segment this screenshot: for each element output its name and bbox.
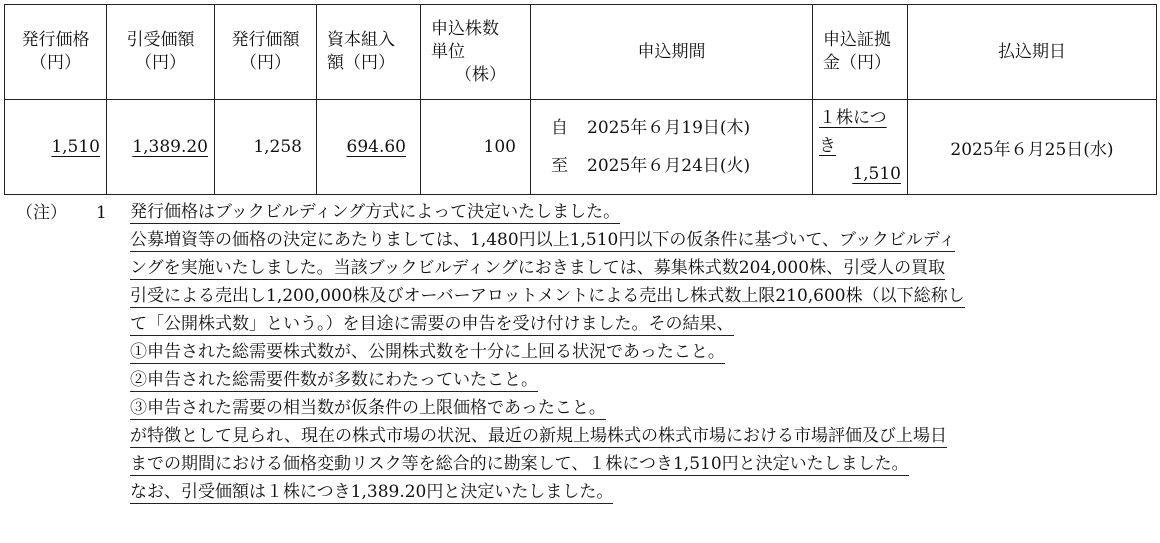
note-line: て「公開株式数」という。）を目途に需要の申告を受け付けました。その結果、	[130, 314, 734, 334]
header-underwriting-price: 引受価額 （円）	[107, 5, 215, 100]
note-line: 公募増資等の価格の決定にあたりましては、1,480円以上1,510円以下の仮条件に基づいて、ブックビルディ	[130, 230, 956, 250]
header-capital-amount: 資本組入 額（円）	[317, 5, 421, 100]
offering-terms-table	[4, 4, 1157, 195]
cell-payment-date: 2025年６月25日(水)	[908, 100, 1157, 195]
header-payment-date: 払込期日	[908, 5, 1157, 100]
note-line: 引受による売出し1,200,000株及びオーバーアロットメントによる売出し株式数上限210,600株（以下総称し	[130, 286, 965, 306]
header-unit: 申込株数 単位 （株）	[421, 5, 531, 100]
header-deposit: 申込証拠 金（円）	[813, 5, 908, 100]
note-line: が特徴として見られ、現在の株式市場の状況、最近の新規上場株式の株式市場における市場評価及び上場日	[130, 426, 948, 446]
cell-issue-price: 1,510	[5, 100, 107, 195]
cell-unit: 100	[421, 100, 531, 195]
note-line: なお、引受価額は１株につき1,389.20円と決定いたしました。	[130, 482, 614, 502]
header-issue-value: 発行価額 （円）	[215, 5, 317, 100]
header-application-period: 申込期間	[531, 5, 813, 100]
cell-issue-value: 1,258	[215, 100, 317, 195]
header-issue-price: 発行価格 （円）	[5, 5, 107, 100]
cell-deposit: １株につ き 1,510	[813, 100, 908, 195]
note-line: までの期間における価格変動リスク等を総合的に勘案して、１株につき1,510円と決定いたしました。	[130, 454, 909, 474]
cell-capital-amount: 694.60	[317, 100, 421, 195]
table-header-row	[5, 5, 1157, 100]
note-line: ①申告された総需要株式数が、公開株式数を十分に上回る状況であったこと。	[130, 342, 725, 362]
note-body	[130, 199, 1140, 507]
note-line: ②申告された総需要件数が多数にわたっていたこと。	[130, 370, 538, 390]
note-tag: （注）	[16, 203, 67, 223]
cell-application-period	[531, 100, 813, 195]
notes-section	[16, 199, 1156, 502]
cell-underwriting-price: 1,389.20	[107, 100, 215, 195]
note-line: ングを実施いたしました。当該ブックビルディングにおきましては、募集株式数204,000株、引受人の買取	[130, 258, 946, 278]
table-row	[5, 100, 1157, 195]
note-line: ③申告された需要の相当数が仮条件の上限価格であったこと。	[130, 398, 606, 418]
note-line: 発行価格はブックビルディング方式によって決定いたしました。	[130, 202, 621, 222]
note-number: 1	[96, 203, 107, 223]
period-to: 至 2025年６月24日(火)	[551, 156, 751, 176]
period-from: 自 2025年６月19日(木)	[551, 118, 751, 138]
